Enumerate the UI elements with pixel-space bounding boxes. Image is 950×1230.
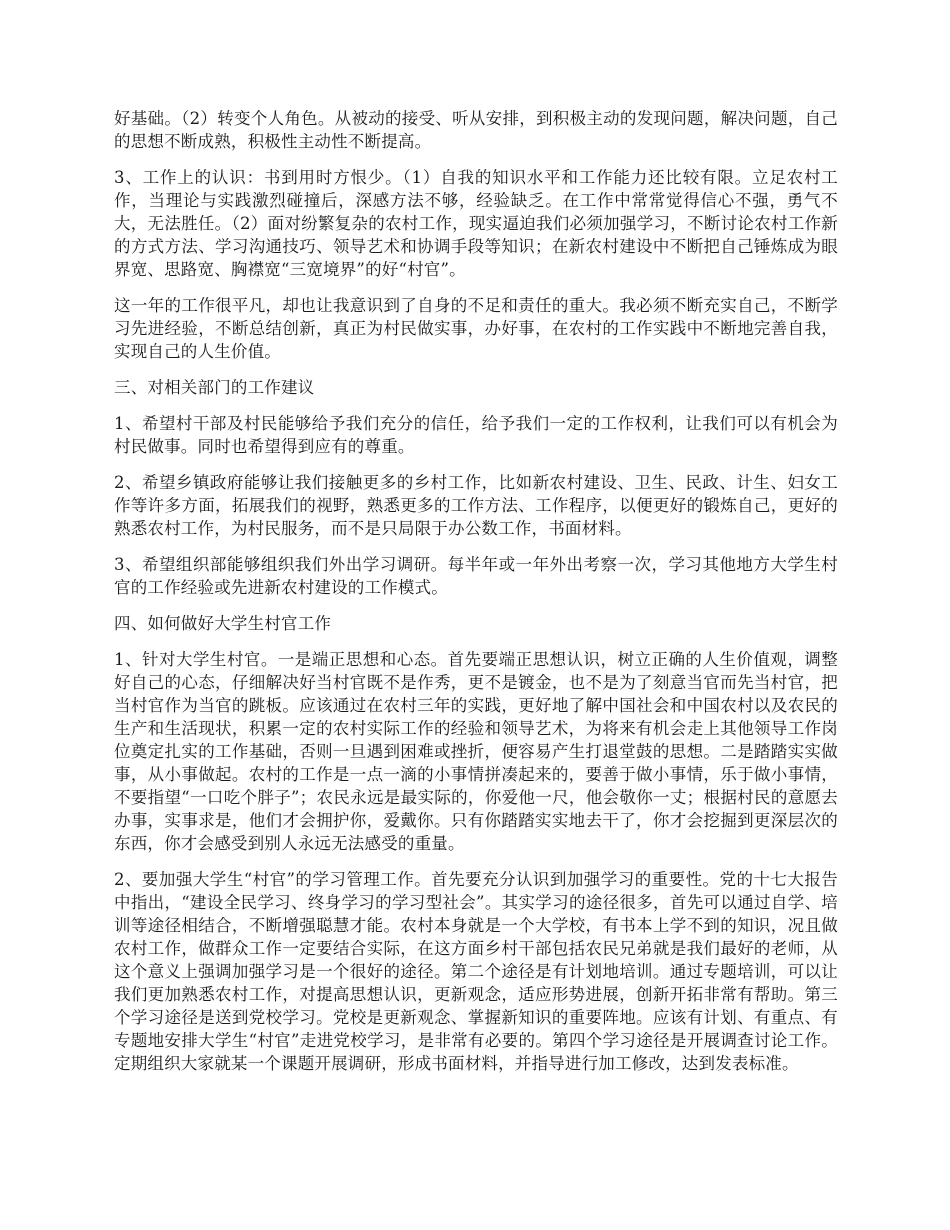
paragraph-suggestion-3: 3、希望组织部能够组织我们外出学习调研。每半年或一年外出考察一次，学习其他地方大学生村官的工作经验或先进新农村建设的工作模式。 <box>114 555 838 597</box>
paragraph-suggestion-1: 1、希望村干部及村民能够给予我们充分的信任，给予我们一定的工作权利，让我们可以有机会为村民做事。同时也希望得到应有的尊重。 <box>114 414 838 456</box>
paragraph-role-change: 好基础。（2）转变个人角色。从被动的接受、听从安排，到积极主动的发现问题，解决问题，自己的思想不断成熟，积极性主动性不断提高。 <box>114 109 838 151</box>
paragraph-how-to-1: 1、针对大学生村官。一是端正思想和心态。首先要端正思想认识，树立正确的人生价值观，调整好自己的心态，仔细解决好当村官既不是作秀，更不是镀金，也不是为了刻意当官而先当村官，把当村官作为当官的跳板。应该通过在农村三年的实践，更好地了解中国社会和中国农村以及农民的生产和生活现状，积累一定的农村实际工作的经验和领导艺术，为将来有机会走上其他领导工作岗位奠定扎实的工作基础，否则一旦遇到困难或挫折，便容易产生打退堂鼓的思想。二是踏踏实实做事，从小事做起。农村的工作是一点一滴的小事情拼凑起来的，要善于做小事情，乐于做小事情，不要指望“一口吃个胖子”；农民永远是最实际的，你爱他一尺，他会敬你一丈；根据村民的意愿去办事，实事求是，他们才会拥护你，爱戴你。只有你踏踏实实地去干了，你才会挖掘到更深层次的东西，你才会感受到别人永远无法感受的重量。 <box>114 650 838 853</box>
document-body <box>114 107 838 1088</box>
paragraph-year-summary: 这一年的工作很平凡，却也让我意识到了自身的不足和责任的重大。我必须不断充实自己，不断学习先进经验，不断总结创新，真正为村民做实事，办好事，在农村的工作实践中不断地完善自我，实现自己的人生价值。 <box>114 296 838 361</box>
section-heading-how-to: 四、如何做好大学生村官工作 <box>114 614 332 633</box>
paragraph-work-understanding: 3、工作上的认识：书到用时方恨少。（1）自我的知识水平和工作能力还比较有限。立足农村工作，当理论与实践激烈碰撞后，深感方法不够，经验缺乏。在工作中常常觉得信心不强，勇气不大，无法胜任。（2）面对纷繁复杂的农村工作，现实逼迫我们必须加强学习，不断讨论农村工作新的方式方法、学习沟通技巧、领导艺术和协调手段等知识；在新农村建设中不断把自己锤炼成为眼界宽、思路宽、胸襟宽“三宽境界”的好“村官”。 <box>114 168 838 279</box>
paragraph-how-to-2: 2、要加强大学生“村官”的学习管理工作。首先要充分认识到加强学习的重要性。党的十七大报告中指出，“建设全民学习、终身学习的学习型社会”。其实学习的途径很多，首先可以通过自学、培训等途径相结合，不断增强聪慧才能。农村本身就是一个大学校，有书本上学不到的知识，况且做农村工作，做群众工作一定要结合实际，在这方面乡村干部包括农民兄弟就是我们最好的老师，从这个意义上强调加强学习是一个很好的途径。第二个途径是有计划地培训。通过专题培训，可以让我们更加熟悉农村工作，对提高思想认识，更新观念，适应形势进展，创新开拓非常有帮助。第三个学习途径是送到党校学习。党校是更新观念、掌握新知识的重要阵地。应该有计划、有重点、有专题地安排大学生“村官”走进党校学习，是非常有必要的。第四个学习途径是开展调查讨论工作。定期组织大家就某一个课题开展调研，形成书面材料，并指导进行加工修改，达到发表标准。 <box>114 870 838 1073</box>
section-heading-suggestions: 三、对相关部门的工作建议 <box>114 378 315 397</box>
paragraph-suggestion-2: 2、希望乡镇政府能够让我们接触更多的乡村工作，比如新农村建设、卫生、民政、计生、妇女工作等许多方面，拓展我们的视野，熟悉更多的工作方法、工作程序，以便更好的锻炼自己，更好的熟悉农村工作，为村民服务，而不是只局限于办公数工作，书面材料。 <box>114 473 838 538</box>
